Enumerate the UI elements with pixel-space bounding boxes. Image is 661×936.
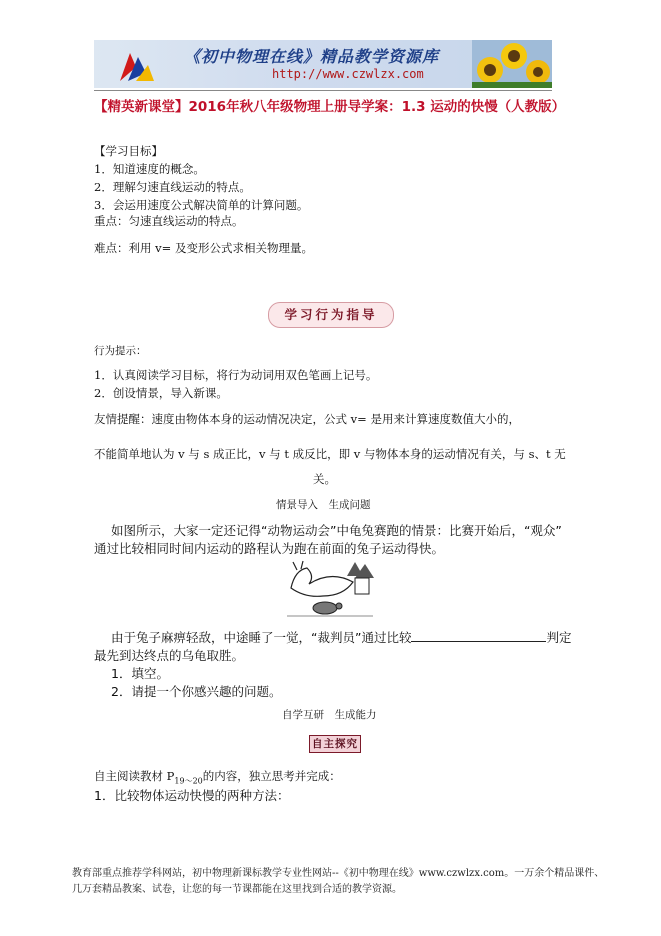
self-study-box: 自主探究: [309, 735, 361, 753]
reading-pages: 19～20: [174, 776, 203, 786]
intro-para2-part2: 判定: [546, 630, 572, 645]
footer-line-1: 教育部重点推荐学科网站，初中物理新课标教学专业性网站--《初中物理在线》www.czwlzx.com。一万余个精品课件、: [72, 868, 605, 879]
difficulty: 难点：利用 v= 及变形公式求相关物理量。: [94, 241, 313, 255]
answer-blank[interactable]: [411, 629, 546, 642]
intro-para2-line-2: 最先到达终点的乌龟取胜。: [94, 648, 245, 663]
behavior-heading: 行为提示：: [94, 345, 147, 357]
reminder-line-1: 友情提醒：速度由物体本身的运动情况决定，公式 v= 是用来计算速度数值大小的，: [94, 412, 520, 426]
footer-line-2: 几万套精品教案、试卷，让您的每一节课都能在这里找到合适的教学资源。: [72, 884, 402, 895]
banner-url[interactable]: http://www.czwlzx.com: [272, 67, 424, 81]
reading-suffix: 的内容，独立思考并完成：: [202, 769, 341, 783]
intro-question-2: 2．请提一个你感兴趣的问题。: [111, 684, 282, 699]
self-study-reading: [94, 768, 341, 786]
reminder-line-2: 不能简单地认为 v 与 s 成正比，v 与 t 成反比，即 v 与物体本身的运动情况有关，与 s、t 无: [94, 447, 566, 461]
intro-question-1: 1．填空。: [111, 666, 169, 681]
behavior-item-1: 1．认真阅读学习目标，将行为动词用双色笔画上记号。: [94, 368, 378, 382]
self-study-question-1: 1．比较物体运动快慢的两种方法：: [94, 788, 290, 803]
guide-badge: 学习行为指导: [268, 302, 394, 328]
reminder-line-3: 关。: [313, 472, 336, 486]
reading-prefix: 自主阅读教材 P: [94, 769, 175, 783]
intro-para2-line-1: [111, 628, 571, 646]
page-footer: [72, 866, 605, 898]
behavior-item-2: 2．创设情景，导入新课。: [94, 386, 228, 400]
objectives-heading: 【学习目标】: [94, 144, 163, 158]
document-title: 【精英新课堂】2016年秋八年级物理上册导学案：1.3 运动的快慢（人教版）: [94, 99, 566, 115]
intro-para-line-1: 如图所示，大家一定还记得“动物运动会”中龟兔赛跑的情景：比赛开始后，“观众”: [111, 523, 562, 538]
key-point: 重点：匀速直线运动的特点。: [94, 214, 244, 228]
intro-para2-part1: 由于兔子麻痹轻敌，中途睡了一觉，“裁判员”通过比较: [111, 630, 412, 645]
logo-icon: [116, 47, 156, 85]
objective-item-2: 2．理解匀速直线运动的特点。: [94, 180, 251, 194]
banner-title: 《初中物理在线》精品教学资源库: [184, 47, 440, 66]
race-illustration: [285, 560, 375, 620]
intro-para-line-2: 通过比较相同时间内运动的路程认为跑在前面的兔子运动得快。: [94, 541, 445, 556]
objective-item-3: 3．会运用速度公式解决简单的计算问题。: [94, 198, 309, 212]
header-banner: [94, 40, 552, 88]
header-divider: [94, 90, 552, 91]
sunflower-icon: [472, 40, 552, 88]
objective-item-1: 1．知道速度的概念。: [94, 162, 205, 176]
self-study-heading: 自学互研 生成能力: [282, 709, 377, 721]
intro-heading: 情景导入 生成问题: [276, 499, 371, 511]
